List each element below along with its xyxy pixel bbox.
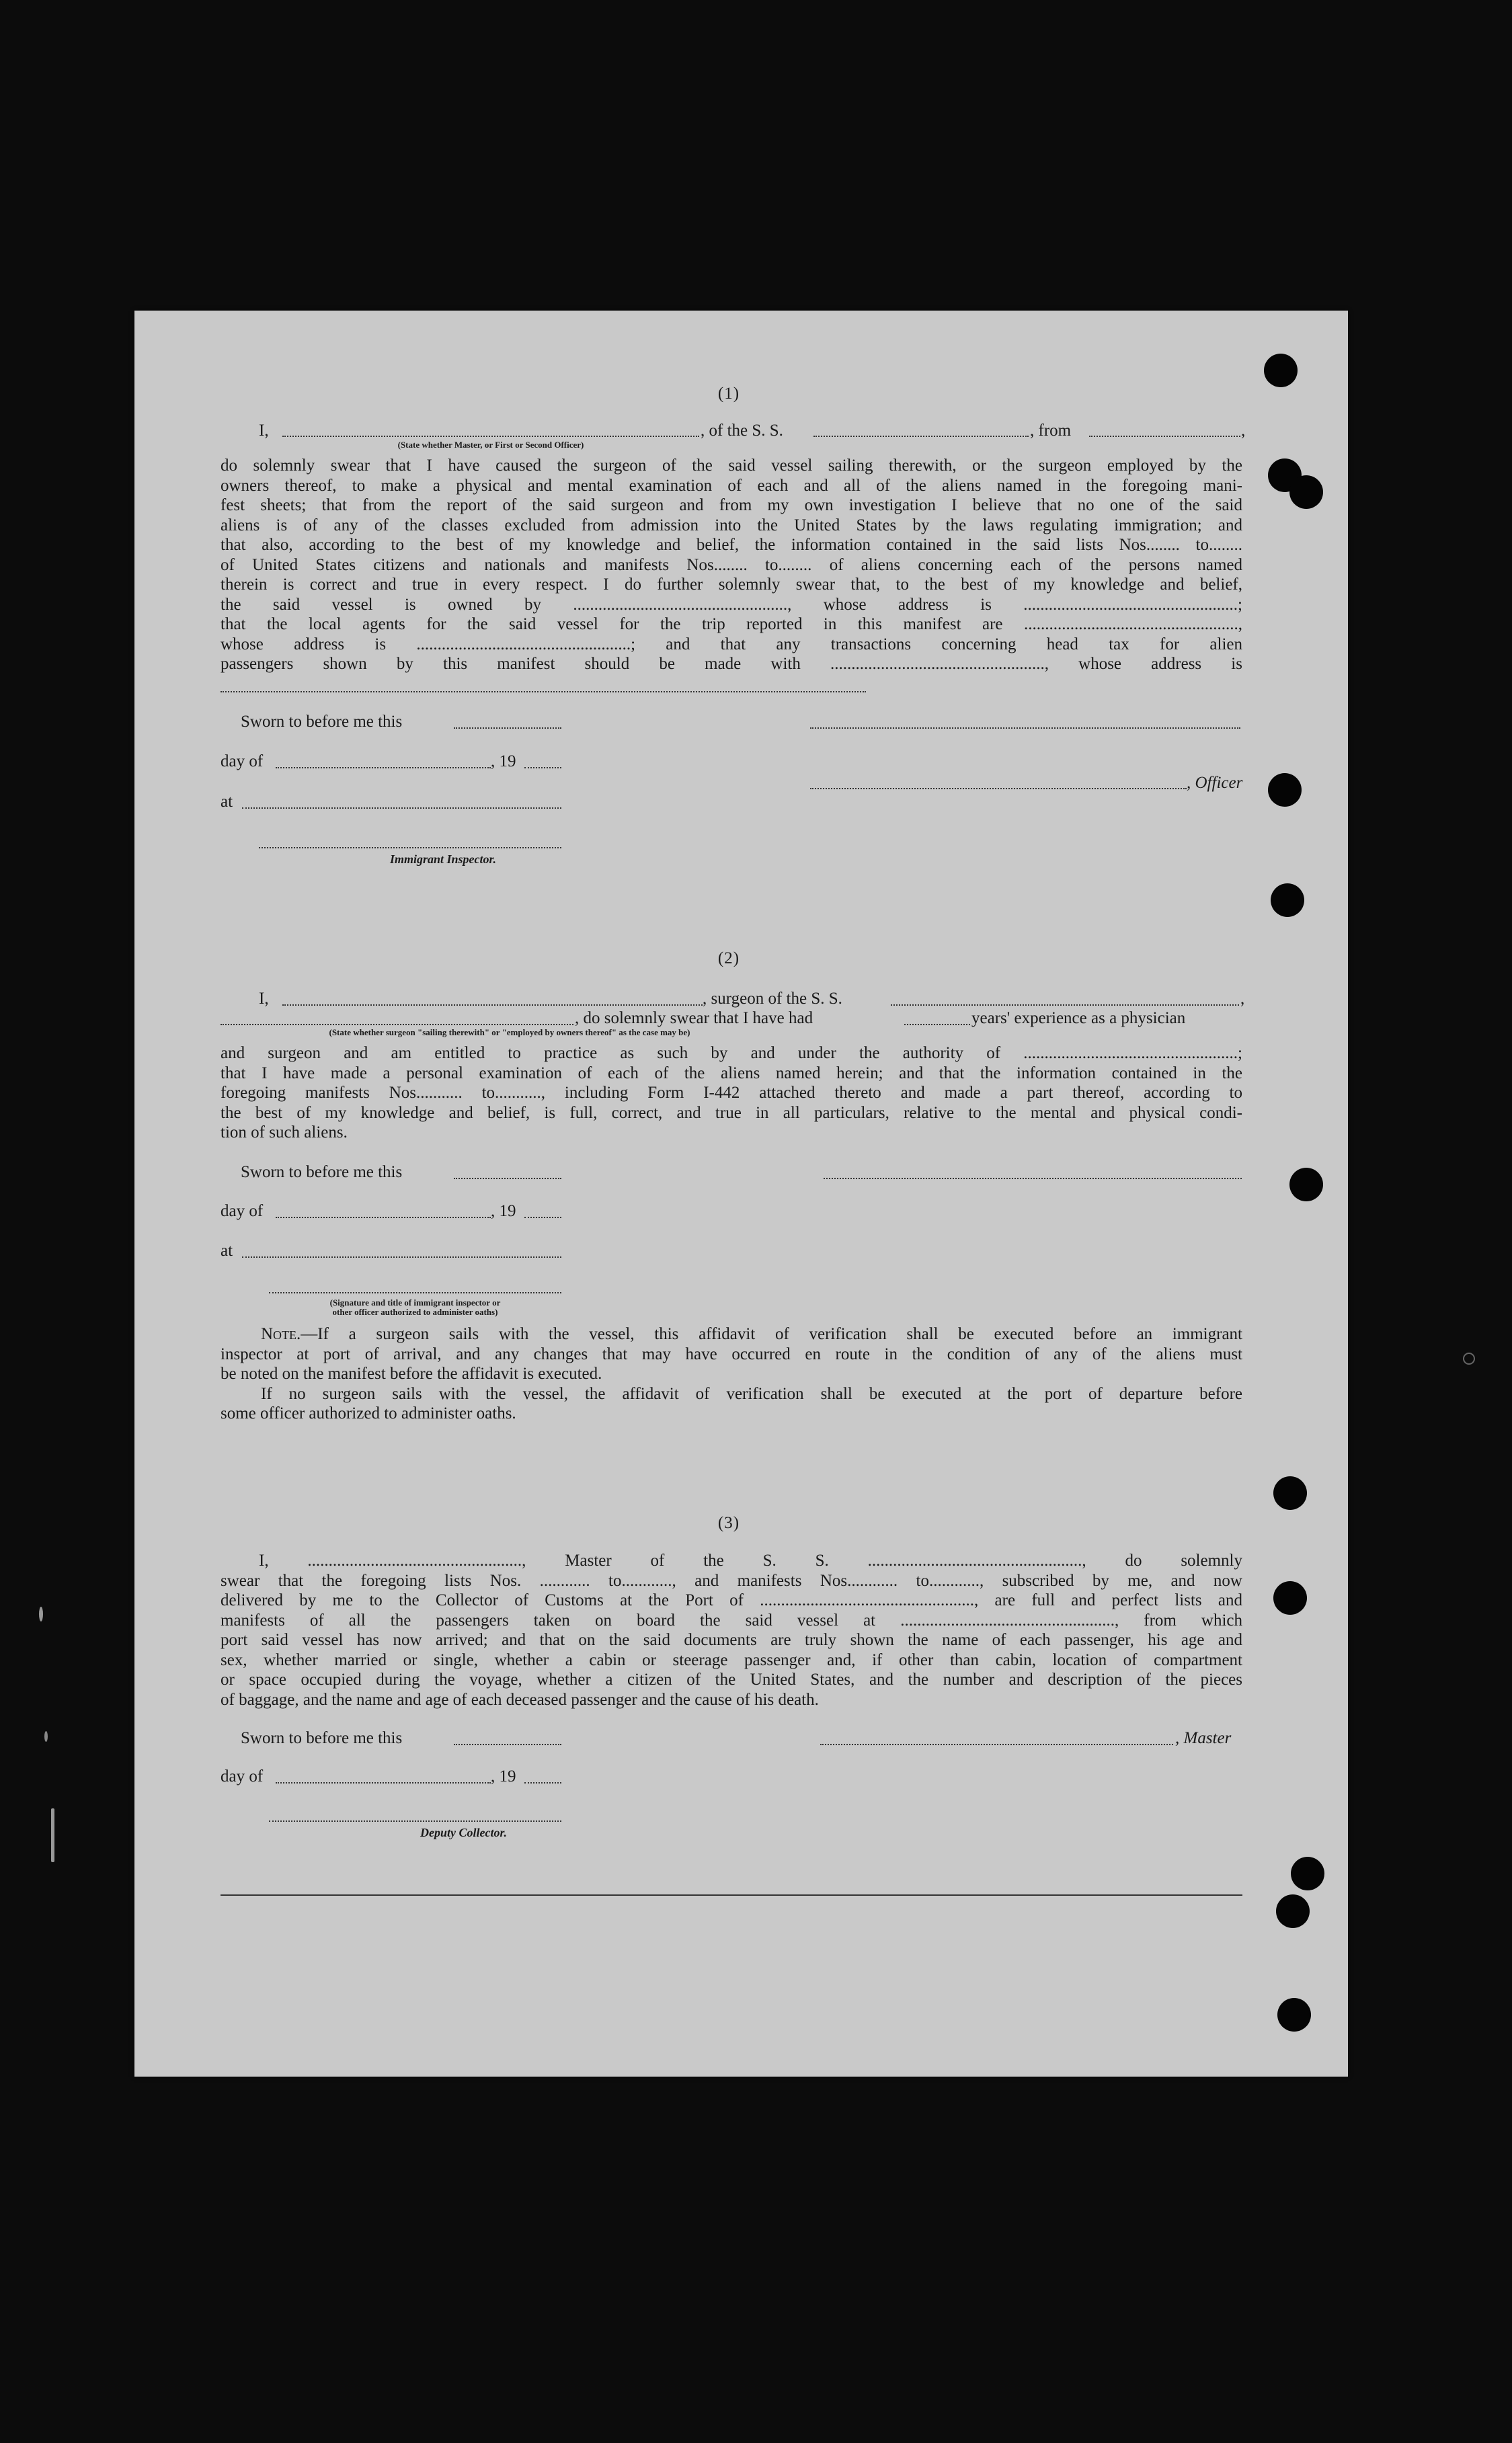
- punch-hole: [1277, 1998, 1311, 2032]
- s2-body-line: foregoing manifests Nos........... to..........., including Form I-442 attached thereto and made a part thereof, according to: [221, 1084, 1242, 1102]
- s3-sworn-label: Sworn to before me this: [241, 1729, 403, 1747]
- s1-body: [221, 456, 1242, 674]
- s1-sworn-date-field[interactable]: [454, 727, 561, 729]
- punch-hole: [1276, 1894, 1310, 1928]
- s2-body-line: and surgeon and am entitled to practice as such by and under the authority of ...................................................;: [221, 1044, 1242, 1062]
- punch-hole: [1273, 1476, 1307, 1510]
- s3-body: [221, 1551, 1242, 1710]
- s3-body-line: of baggage, and the name and age of each deceased passenger and the cause of his death.: [221, 1690, 819, 1709]
- s1-at-field[interactable]: [242, 807, 561, 809]
- s1-body-line: the said vessel is owned by ..................................................., whose address is ...................................................;: [221, 595, 1242, 614]
- s2-years-field[interactable]: [904, 1024, 970, 1025]
- punch-hole: [1268, 773, 1302, 807]
- section-3-number: (3): [717, 1514, 740, 1532]
- s1-officer-label: , Officer: [1187, 774, 1243, 792]
- s1-year-label: , 19: [491, 752, 516, 770]
- s1-vessel-field[interactable]: [813, 436, 1029, 437]
- s3-deputy-label: Deputy Collector.: [420, 1826, 507, 1839]
- s2-body: [221, 1043, 1242, 1143]
- bottom-rule: [221, 1894, 1242, 1896]
- s2-surgeon-signature-field[interactable]: [824, 1178, 1242, 1179]
- scan-artifact: [1463, 1353, 1475, 1365]
- s3-body-line: swear that the foregoing lists Nos. ............ to............, and manifests Nos............ to............, subscribed by me, and now: [221, 1571, 1242, 1590]
- punch-hole: [1289, 1168, 1323, 1201]
- s3-body-line: manifests of all the passengers taken on board the said vessel at ..................................................., from which: [221, 1611, 1242, 1630]
- s2-note: [221, 1324, 1242, 1424]
- s2-surgeon-caption: (State whether surgeon "sailing therewith" or "employed by owners thereof" as the case may be): [329, 1027, 690, 1037]
- s1-body-line: aliens is of any of the classes excluded from admission into the United States by the laws regulating immigration; and: [221, 516, 1242, 534]
- punch-hole: [1271, 883, 1304, 917]
- s1-from-field[interactable]: [1089, 436, 1240, 437]
- s1-body-line: therein is correct and true in every respect. I do further solemnly swear that, to the best of my knowledge and belief,: [221, 575, 1242, 594]
- punch-hole: [1289, 475, 1323, 509]
- punch-hole: [1264, 354, 1298, 387]
- s1-body-line: whose address is ...................................................; and that any transactions concerning head tax for alien: [221, 635, 1242, 653]
- s2-sworn-label: Sworn to before me this: [241, 1163, 403, 1181]
- s1-rank-caption: (State whether Master, or First or Second Officer): [397, 440, 584, 450]
- s1-officer-signature-field[interactable]: [810, 727, 1240, 729]
- s3-master-label: , Master: [1175, 1729, 1232, 1747]
- s1-at-label: at: [221, 793, 233, 811]
- s1-year-field[interactable]: [524, 767, 561, 768]
- s1-body-line: that the local agents for the said vessel for the trip reported in this manifest are ...................................................,: [221, 615, 1242, 633]
- s2-inspector-signature-field[interactable]: [269, 1292, 561, 1293]
- scan-artifact: [51, 1808, 54, 1862]
- s2-swear-label: , do solemnly swear that I have had: [575, 1009, 813, 1027]
- s2-day-field[interactable]: [276, 1217, 491, 1218]
- s2-day-label: day of: [221, 1202, 264, 1220]
- punch-hole: [1273, 1581, 1307, 1615]
- s2-body-line: that I have made a personal examination of each of the aliens named herein; and that the information contained in the: [221, 1064, 1242, 1082]
- s2-surgeon-label: , surgeon of the S. S.: [703, 990, 842, 1008]
- s2-comma: ,: [1240, 990, 1245, 1008]
- s2-sig-caption-1: (Signature and title of immigrant inspector or: [329, 1297, 501, 1308]
- s2-note-line: [221, 1324, 1242, 1345]
- s3-day-field[interactable]: [276, 1782, 491, 1784]
- s2-i-label: I,: [259, 990, 269, 1008]
- s3-body-line: sex, whether married or single, whether a cabin or steerage passenger and, if other than cabin, location of compartment: [221, 1650, 1242, 1669]
- s1-body-line: passengers shown by this manifest should be made with ..................................................., whose address is: [221, 655, 1242, 673]
- s2-note2-line: some officer authorized to administer oaths.: [221, 1404, 516, 1423]
- s2-sworn-date-field[interactable]: [454, 1178, 561, 1179]
- s3-body-line: or space occupied during the voyage, whether a citizen of the United States, and the number and description of the pieces: [221, 1671, 1242, 1689]
- s2-name-field[interactable]: [282, 1004, 703, 1006]
- punch-hole: [1291, 1857, 1324, 1890]
- s2-year-label: , 19: [491, 1202, 516, 1220]
- s3-body-line: port said vessel has now arrived; and that on the said documents are truly shown the name of each passenger, his age and: [221, 1631, 1242, 1649]
- form-page: [134, 311, 1348, 2077]
- s2-note-line: inspector at port of arrival, and any changes that may have occurred en route in the condition of any of the aliens must: [221, 1345, 1242, 1363]
- s2-vessel-field[interactable]: [891, 1004, 1239, 1006]
- s1-body-line: that also, according to the best of my knowledge and belief, the information contained in the said lists Nos........ to........: [221, 536, 1242, 554]
- s2-at-field[interactable]: [242, 1256, 561, 1258]
- s2-note-line: be noted on the manifest before the affidavit is executed.: [221, 1365, 602, 1383]
- s1-of-ss-label: , of the S. S.: [701, 422, 783, 440]
- s1-name-field[interactable]: [282, 436, 699, 437]
- s2-at-label: at: [221, 1242, 233, 1260]
- s3-body-line: I, ..................................................., Master of the S. S. ..................................................., do solemnly: [259, 1552, 1242, 1570]
- section-2-number: (2): [717, 949, 740, 967]
- s2-body-line: the best of my knowledge and belief, is full, correct, and true in all particulars, relative to the mental and physical condi-: [221, 1103, 1242, 1122]
- s3-body-line: delivered by me to the Collector of Customs at the Port of ..................................................., are full and perfect lists and: [221, 1591, 1242, 1609]
- s2-sig-caption-2: other officer authorized to administer oaths): [332, 1307, 498, 1317]
- s2-year-field[interactable]: [524, 1217, 561, 1218]
- s1-body-line: of United States citizens and nationals and manifests Nos........ to........ of aliens concerning each of the persons named: [221, 555, 1242, 574]
- s2-note2-line: If no surgeon sails with the vessel, the affidavit of verification shall be executed at the port of departure before: [261, 1384, 1242, 1403]
- s1-body-line: fest sheets; that from the report of the said surgeon and from my own investigation I believe that no one of the said: [221, 496, 1242, 514]
- s2-body-line: tion of such aliens.: [221, 1123, 348, 1142]
- s1-inspector-signature-field[interactable]: [259, 847, 561, 848]
- s1-officer-line[interactable]: [810, 788, 1187, 789]
- s1-body-line: owners thereof, to make a physical and mental examination of each and all of the aliens named in the foregoing mani-: [221, 476, 1242, 495]
- s1-day-field[interactable]: [276, 767, 491, 768]
- s3-deputy-signature-field[interactable]: [269, 1820, 561, 1822]
- s2-note-label: Note.: [261, 1325, 301, 1343]
- s1-body-line: do solemnly swear that I have caused the surgeon of the said vessel sailing therewith, or the surgeon employed by the: [221, 456, 1242, 475]
- s1-comma: ,: [1241, 422, 1246, 440]
- scan-artifact: [39, 1607, 43, 1621]
- s1-from-label: , from: [1030, 422, 1072, 440]
- s1-sworn-label: Sworn to before me this: [241, 713, 403, 731]
- scan-artifact: [44, 1731, 48, 1742]
- s3-year-label: , 19: [491, 1767, 516, 1786]
- section-1-number: (1): [717, 385, 740, 403]
- s3-year-field[interactable]: [524, 1782, 561, 1784]
- s1-address-field[interactable]: [221, 691, 866, 692]
- s1-day-label: day of: [221, 752, 264, 770]
- s3-day-label: day of: [221, 1767, 264, 1786]
- s1-inspector-label: Immigrant Inspector.: [390, 852, 497, 866]
- s2-note-text: —If a surgeon sails with the vessel, this affidavit of verification shall be executed before an immigrant: [301, 1325, 1242, 1343]
- s3-sworn-date-field[interactable]: [454, 1744, 561, 1745]
- s3-master-signature-field[interactable]: [820, 1744, 1173, 1745]
- s1-i-label: I,: [259, 422, 269, 440]
- s2-years-label: years' experience as a physician: [971, 1009, 1186, 1027]
- s2-status-field[interactable]: [221, 1024, 573, 1025]
